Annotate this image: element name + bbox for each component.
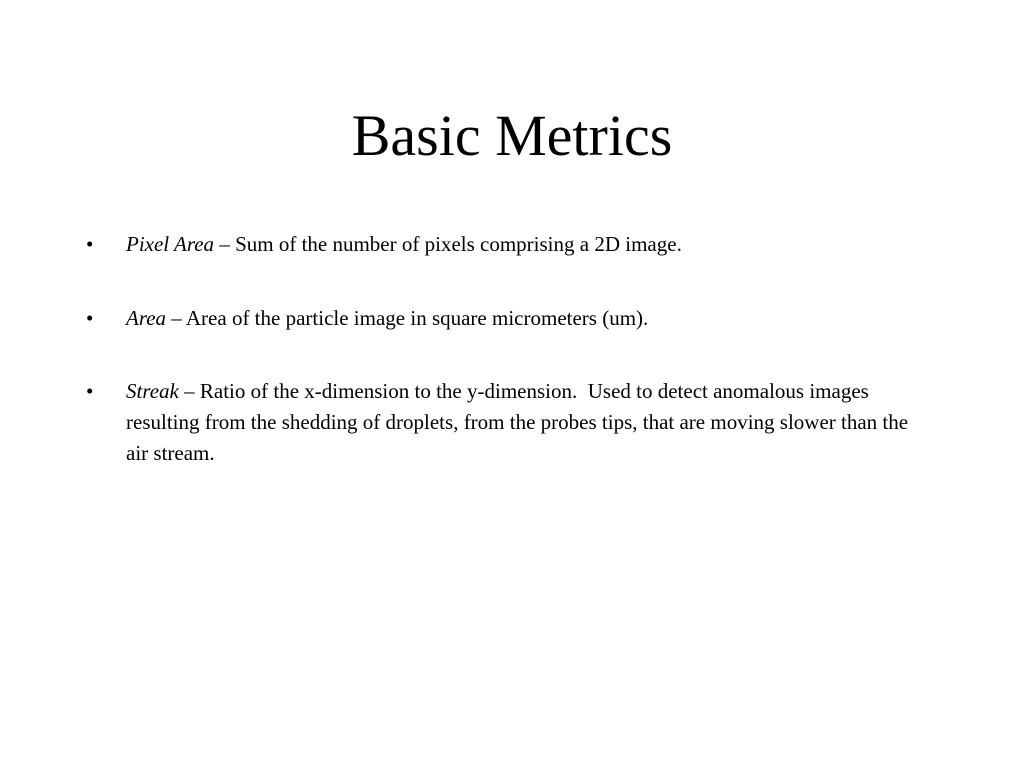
- bullet-text: [126, 376, 926, 469]
- bullet-text: [126, 229, 926, 260]
- bullet-item-streak: [86, 376, 926, 469]
- bullet-item-pixel-area: [86, 229, 926, 260]
- bullet-marker: •: [86, 232, 94, 256]
- bullet-marker: •: [86, 379, 94, 403]
- bullet-description: – Ratio of the x-dimension to the y-dimension. Used to detect anomalous images resulting from the shedding of droplets, from the probes tips, that are moving slower than the air stream.: [126, 379, 914, 465]
- bullet-term: Streak: [126, 379, 179, 403]
- bullet-term: Area: [126, 306, 167, 330]
- bullet-text: [126, 303, 926, 334]
- bullet-marker: •: [86, 306, 94, 330]
- bullet-description: – Sum of the number of pixels comprising a 2D image.: [214, 232, 682, 256]
- bullet-description: – Area of the particle image in square micrometers (um).: [166, 306, 649, 330]
- bullet-term: Pixel Area: [126, 232, 215, 256]
- slide-title: Basic Metrics: [351, 103, 673, 168]
- bullet-item-area: [86, 303, 926, 334]
